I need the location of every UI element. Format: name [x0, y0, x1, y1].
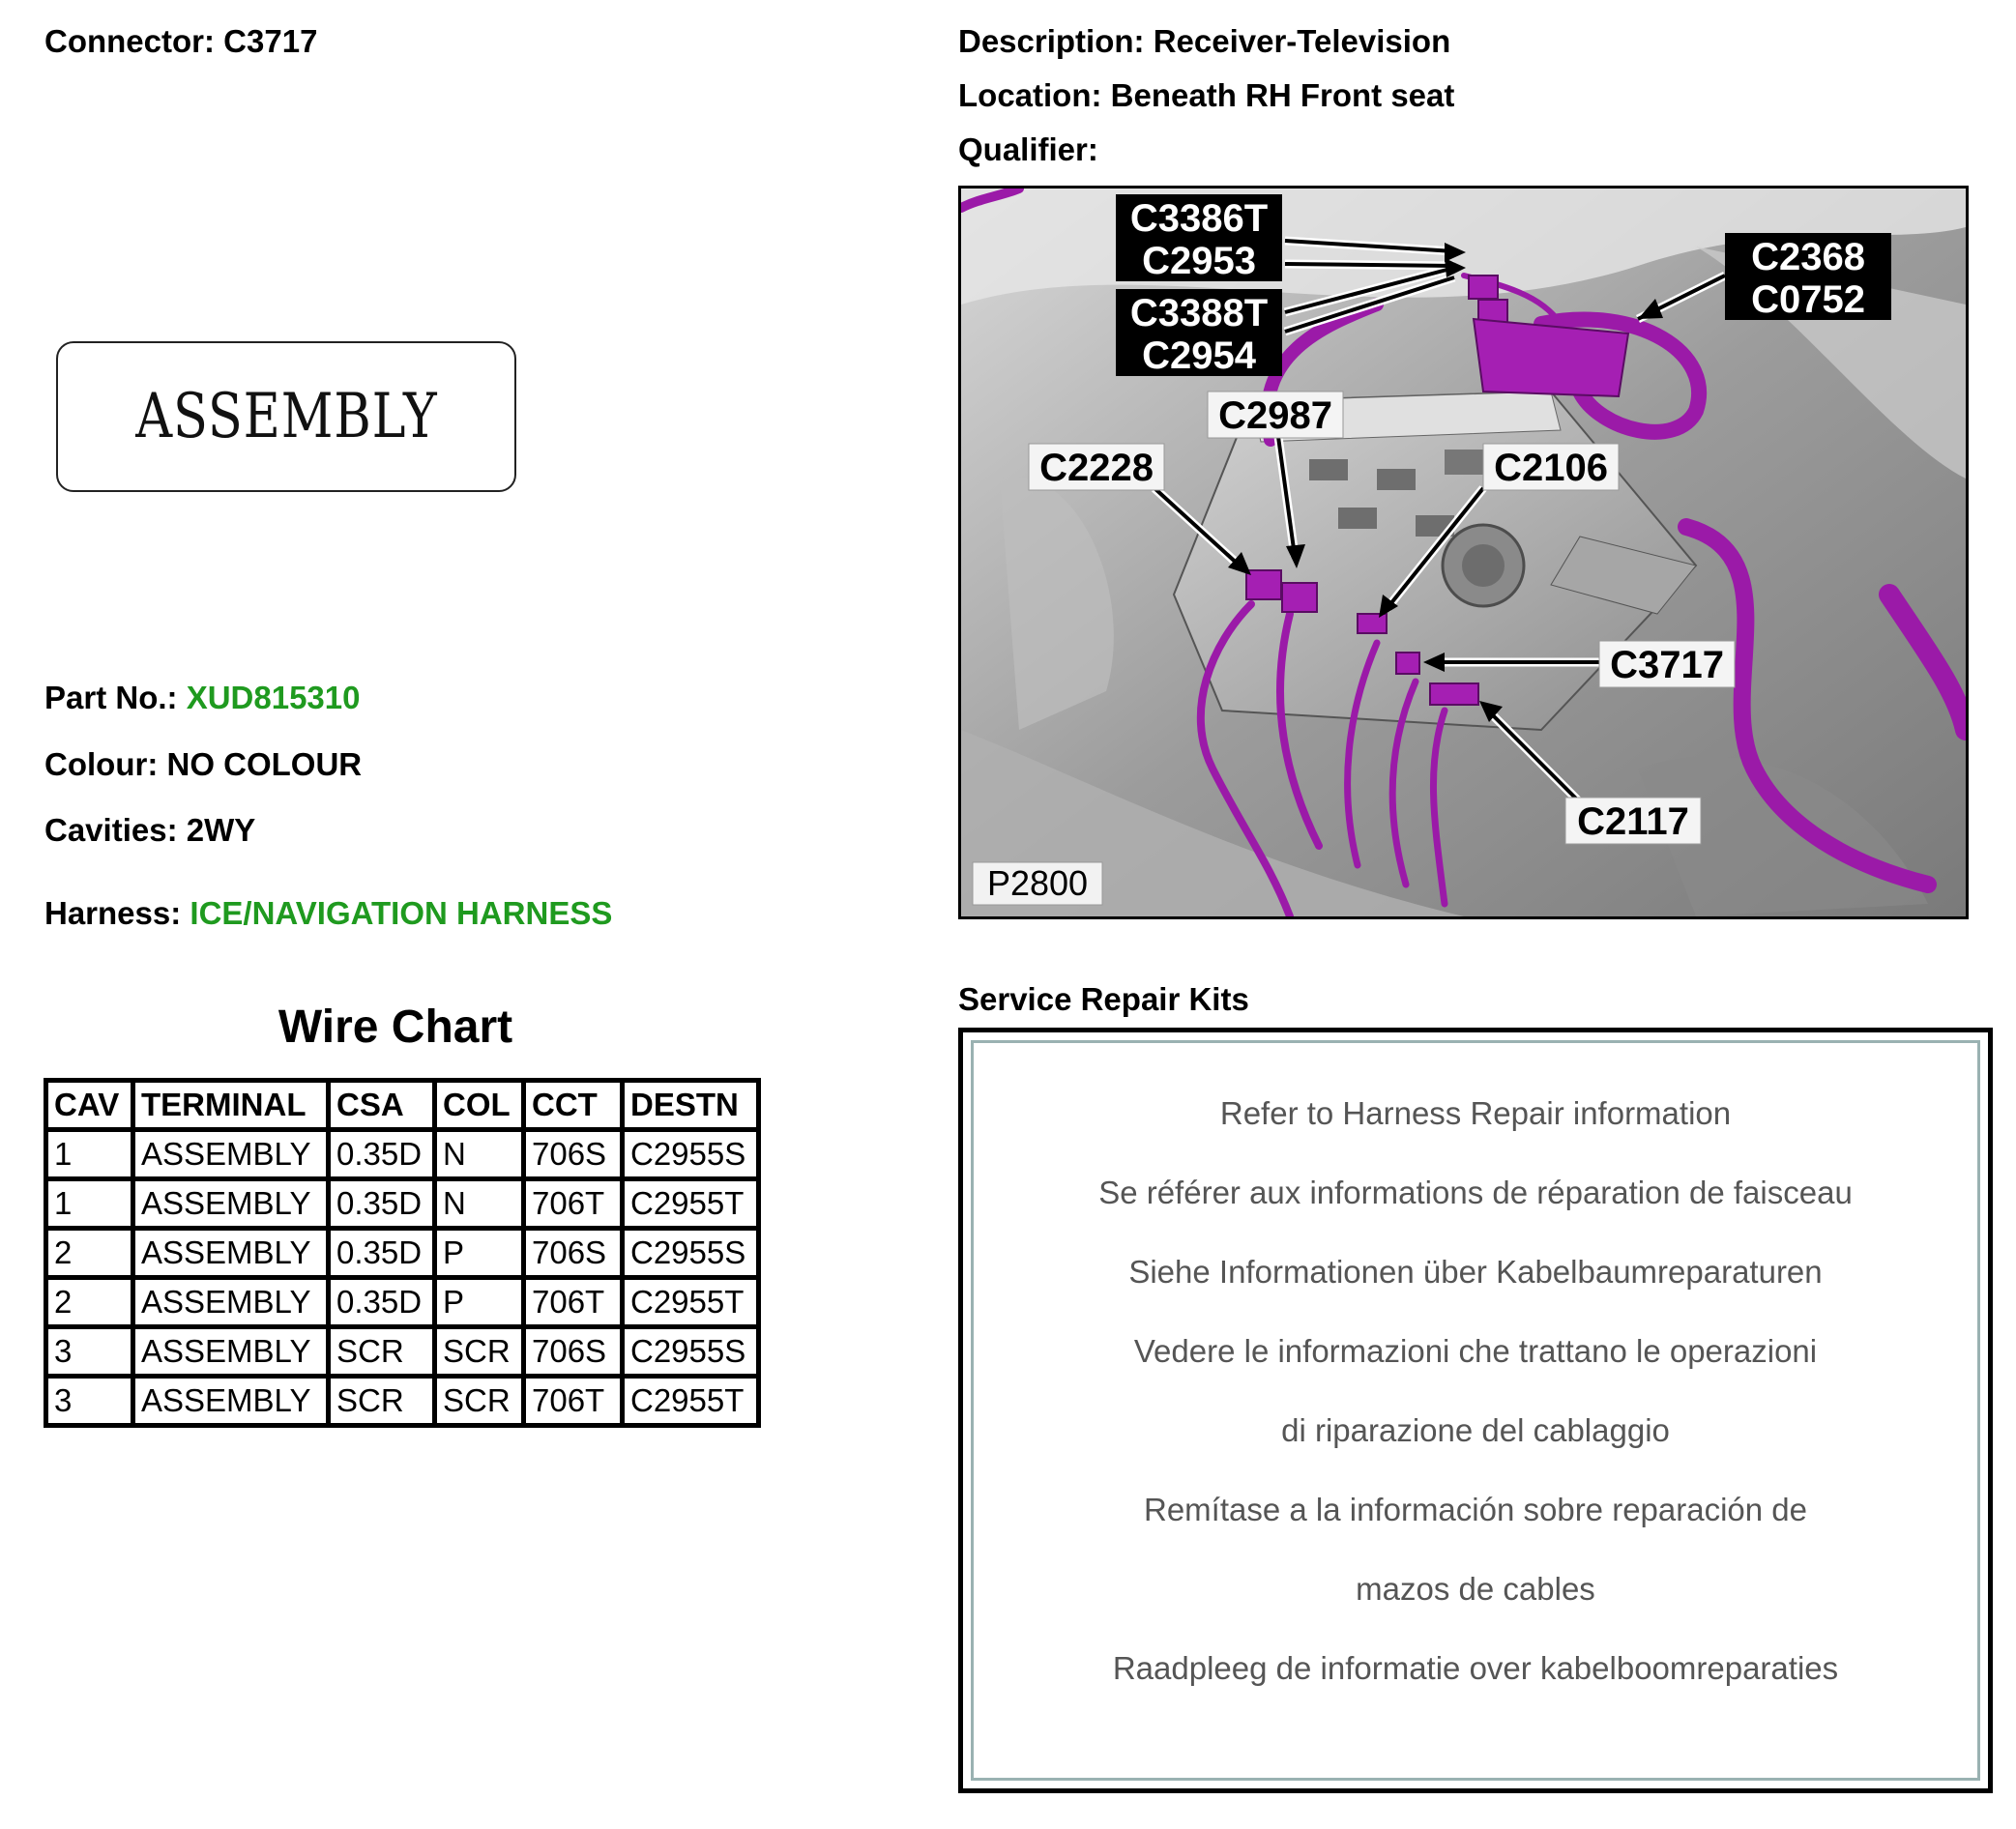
callout-c2117: [1565, 798, 1701, 844]
location-line: Location: Beneath RH Front seat: [958, 77, 1455, 113]
part-number-link[interactable]: XUD815310: [186, 680, 361, 715]
cell-destn: C2955T: [623, 1179, 759, 1229]
cell-csa: 0.35D: [329, 1130, 435, 1179]
label-c2106: C2106: [1494, 447, 1608, 489]
repair-info-line: di riparazione del cablaggio: [1281, 1412, 1670, 1448]
col-cav-header: CAV: [46, 1081, 133, 1130]
callout-c3386t-c2953: [1116, 194, 1282, 282]
repair-info-line: Se référer aux informations de réparation de faisceau: [1098, 1175, 1853, 1210]
connector-c3717: [1396, 653, 1419, 674]
label-c3717: C3717: [1610, 644, 1724, 686]
label-c2987: C2987: [1218, 394, 1332, 437]
cell-cav: 3: [46, 1377, 133, 1426]
cell-csa: 0.35D: [329, 1229, 435, 1278]
wire-chart-table: [44, 1078, 761, 1428]
assembly-image-text: ASSEMBLY: [134, 381, 438, 452]
col-col-header: COL: [435, 1081, 524, 1130]
cell-destn: C2955T: [623, 1278, 759, 1327]
colour-value: NO COLOUR: [166, 746, 363, 782]
label-c2368: C2368: [1751, 236, 1865, 278]
wire-chart-title: Wire Chart: [278, 1002, 513, 1053]
cell-csa: 0.35D: [329, 1179, 435, 1229]
connector-c2106: [1358, 614, 1387, 633]
connector-c2228: [1246, 570, 1281, 599]
wire-chart-header-row: [46, 1081, 759, 1130]
connector-location-figure: [958, 186, 1969, 919]
cell-destn: C2955T: [623, 1377, 759, 1426]
label-c2117: C2117: [1577, 800, 1689, 843]
connector-c3386t: [1469, 276, 1498, 299]
harness-link[interactable]: ICE/NAVIGATION HARNESS: [190, 895, 613, 931]
cell-terminal: ASSEMBLY: [133, 1327, 329, 1377]
repair-info-line: Siehe Informationen über Kabelbaumreparaturen: [1128, 1254, 1823, 1290]
service-repair-panel: [958, 1028, 1993, 1793]
harness-line: Harness: ICE/NAVIGATION HARNESS: [44, 895, 613, 931]
cell-col: N: [435, 1130, 524, 1179]
callout-c2106: [1483, 444, 1619, 490]
cell-col: N: [435, 1179, 524, 1229]
col-terminal-header: TERMINAL: [133, 1081, 329, 1130]
table-row: [46, 1278, 759, 1327]
table-row: [46, 1377, 759, 1426]
callout-c2368-c0752: [1725, 233, 1891, 321]
cell-cct: 706T: [524, 1377, 623, 1426]
qualifier-line: Qualifier:: [958, 131, 1098, 167]
repair-info-line: Raadpleeg de informatie over kabelboomreparaties: [1112, 1650, 1839, 1686]
cell-cav: 2: [46, 1278, 133, 1327]
cell-cct: 706T: [524, 1278, 623, 1327]
cell-col: SCR: [435, 1327, 524, 1377]
callout-c2987: [1208, 392, 1343, 438]
cell-col: P: [435, 1278, 524, 1327]
col-destn-header: DESTN: [623, 1081, 759, 1130]
cell-cct: 706S: [524, 1130, 623, 1179]
repair-info-line: mazos de cables: [1356, 1571, 1595, 1607]
cell-cav: 3: [46, 1327, 133, 1377]
cell-csa: 0.35D: [329, 1278, 435, 1327]
callout-c3388t-c2954: [1116, 289, 1282, 377]
label-c2228: C2228: [1039, 447, 1154, 489]
cell-destn: C2955S: [623, 1130, 759, 1179]
label-c3388t: C3388T: [1129, 292, 1269, 334]
connector-c2368: [1474, 319, 1628, 396]
image-id-tag: [973, 862, 1102, 905]
cell-cct: 706S: [524, 1229, 623, 1278]
cell-destn: C2955S: [623, 1229, 759, 1278]
description-line: Description: Receiver-Television: [958, 23, 1451, 59]
cell-terminal: ASSEMBLY: [133, 1278, 329, 1327]
cell-terminal: ASSEMBLY: [133, 1377, 329, 1426]
label-c3386t: C3386T: [1129, 197, 1269, 240]
cell-destn: C2955S: [623, 1327, 759, 1377]
table-row: [46, 1179, 759, 1229]
service-repair-inner: [971, 1040, 1980, 1781]
label-c0752: C0752: [1751, 278, 1865, 321]
connector-heading: Connector: C3717: [44, 23, 318, 59]
callout-c2228: [1029, 444, 1164, 490]
cell-cct: 706T: [524, 1179, 623, 1229]
label-c2953: C2953: [1142, 240, 1256, 282]
connector-c2987: [1282, 583, 1317, 612]
repair-info-line: Vedere le informazioni che trattano le operazioni: [1133, 1333, 1818, 1369]
description-value: Receiver-Television: [1153, 23, 1451, 59]
repair-info-line: Remítase a la información sobre reparación de: [1143, 1492, 1808, 1527]
cell-cav: 1: [46, 1179, 133, 1229]
cavities-line: Cavities: 2WY: [44, 812, 256, 848]
cell-csa: SCR: [329, 1327, 435, 1377]
part-number-line: Part No.: XUD815310: [44, 680, 361, 715]
col-cct-header: CCT: [524, 1081, 623, 1130]
connector-c2117: [1430, 683, 1478, 705]
cell-cav: 1: [46, 1130, 133, 1179]
col-csa-header: CSA: [329, 1081, 435, 1130]
cell-col: P: [435, 1229, 524, 1278]
callout-c3717: [1599, 641, 1735, 687]
repair-info-line: Refer to Harness Repair information: [1219, 1095, 1732, 1131]
location-illustration: [961, 189, 1966, 916]
cell-terminal: ASSEMBLY: [133, 1229, 329, 1278]
table-row: [46, 1130, 759, 1179]
cell-cct: 706S: [524, 1327, 623, 1377]
location-value: Beneath RH Front seat: [1110, 77, 1455, 113]
cavities-value: 2WY: [186, 812, 256, 848]
label-c2954: C2954: [1142, 334, 1256, 377]
service-repair-title: Service Repair Kits: [958, 981, 1249, 1017]
cell-terminal: ASSEMBLY: [133, 1179, 329, 1229]
cell-csa: SCR: [329, 1377, 435, 1426]
table-row: [46, 1229, 759, 1278]
cell-cav: 2: [46, 1229, 133, 1278]
connector-assembly-image: [56, 341, 516, 492]
table-row: [46, 1327, 759, 1377]
connector-value: C3717: [223, 23, 318, 59]
cell-col: SCR: [435, 1377, 524, 1426]
colour-line: Colour: NO COLOUR: [44, 746, 363, 782]
image-id-label: P2800: [986, 863, 1089, 903]
cell-terminal: ASSEMBLY: [133, 1130, 329, 1179]
